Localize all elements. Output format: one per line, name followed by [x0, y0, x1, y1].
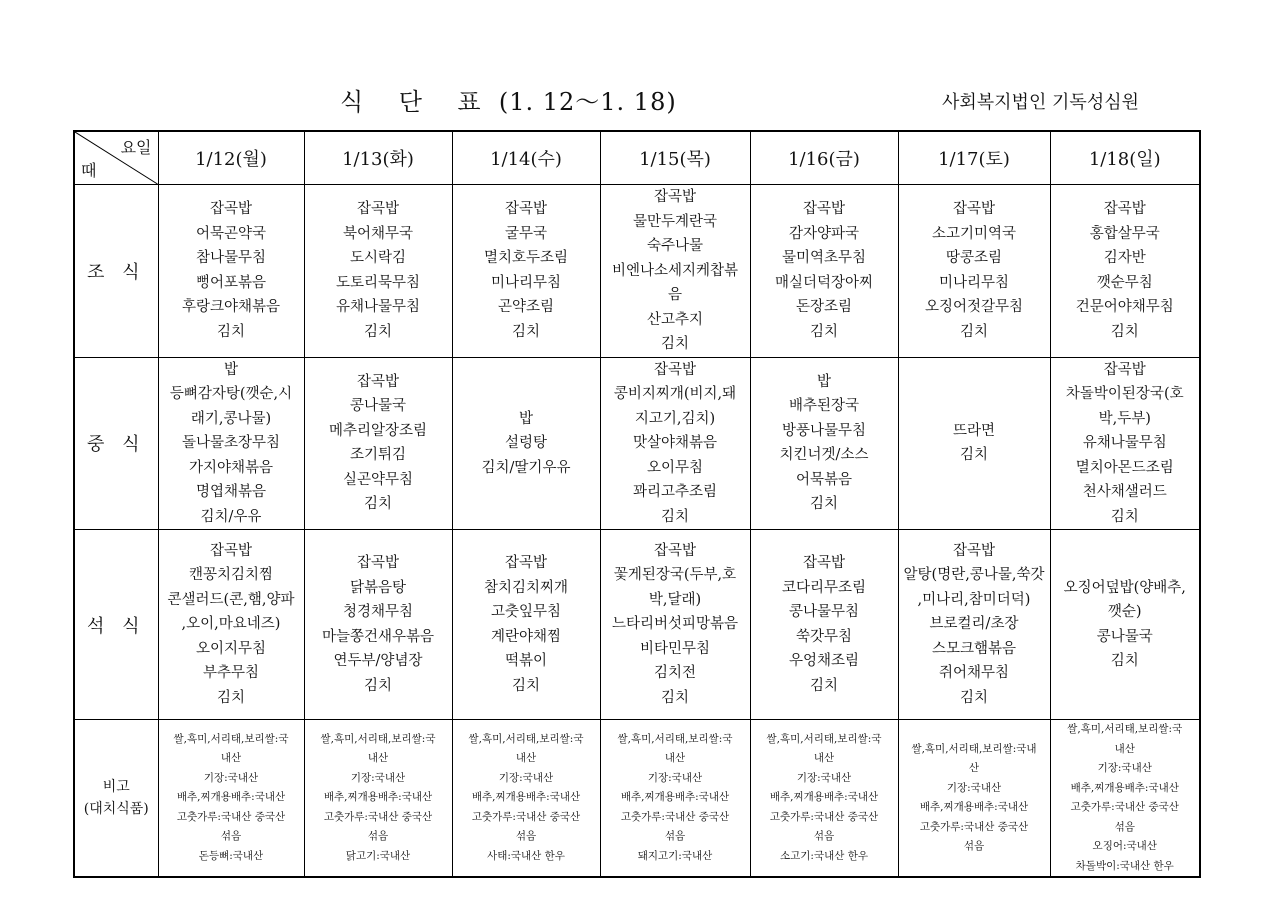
menu-item: 돌나물초장무침 — [181, 435, 281, 451]
menu-item: 잡곡밥 — [653, 542, 697, 559]
menu-item: 잡곡밥 — [952, 542, 996, 559]
origin-note: 쌀,흑미,서리태,보리쌀:국 — [617, 732, 733, 745]
menu-item: 잡곡밥 — [653, 361, 697, 378]
origin-note: 기장:국내산 — [203, 771, 259, 784]
dinner-row — [74, 530, 1200, 720]
menu-item: 부추무침 — [202, 665, 260, 682]
origin-note: 내산 — [220, 752, 242, 765]
origin-note: 섞음 — [1114, 820, 1135, 833]
menu-cell — [600, 530, 750, 720]
menu-item: 잡곡밥 — [653, 189, 697, 205]
menu-item: 김치 — [511, 677, 540, 694]
menu-item: 잡곡밥 — [1103, 361, 1146, 378]
menu-item: 콩나물국 — [1096, 628, 1153, 645]
menu-cell — [452, 185, 600, 358]
menu-item: 음 — [667, 287, 682, 303]
menu-item: 콩비지찌개(비지,돼 — [613, 386, 737, 402]
menu-item: 래기,콩나물) — [190, 410, 272, 427]
menu-cell — [750, 357, 898, 530]
menu-item: 건문어야채무침 — [1075, 299, 1174, 316]
origin-note: 내산 — [1114, 742, 1135, 755]
menu-item: 김치 — [216, 689, 245, 706]
menu-item: 쥐어채무침 — [938, 665, 1010, 682]
notes-label — [74, 720, 158, 878]
menu-item: 깻순무침 — [1096, 274, 1153, 291]
menu-item: 밥 — [518, 410, 533, 427]
origin-note: 기장:국내산 — [946, 781, 1002, 794]
menu-item: 잡곡밥 — [356, 373, 400, 390]
menu-item: 등뼈감자탕(깻순,시 — [169, 386, 293, 402]
menu-item: 잡곡밥 — [504, 555, 548, 571]
corner-time-label: 때 — [81, 161, 97, 180]
menu-item: 밥 — [223, 361, 238, 378]
menu-item: 굴무국 — [504, 225, 548, 242]
menu-item: 비타민무침 — [639, 640, 711, 657]
origin-note: 고춧가루:국내산 중국산 — [769, 810, 879, 823]
menu-item: 치킨너겟/소스 — [779, 447, 869, 464]
origin-note: 섞음 — [813, 830, 835, 843]
menu-item: 뜨라면 — [952, 422, 996, 439]
page-title: 식 단 표 (1. 12～1. 18) — [340, 88, 677, 116]
menu-item: 맛살야채볶음 — [632, 435, 718, 451]
menu-item: 알탕(명란,콩나물,쑥갓 — [903, 567, 1045, 584]
menu-item: 오이지무침 — [195, 640, 267, 657]
menu-item: 김치 — [959, 447, 988, 464]
menu-item: 떡볶이 — [504, 653, 548, 669]
menu-item: 마늘쫑건새우볶음 — [321, 628, 435, 645]
menu-cell — [304, 357, 452, 530]
meal-label-dinner: 석 식 — [74, 530, 158, 720]
menu-item: 오징어덮밥(양배추, — [1063, 579, 1186, 596]
notes-cell — [898, 720, 1050, 878]
notes-cell — [304, 720, 452, 878]
menu-cell — [750, 530, 898, 720]
origin-note: 쌀,흑미,서리태,보리쌀:국 — [320, 732, 436, 745]
menu-item: 조기튀김 — [349, 447, 407, 464]
menu-item: 곤약조림 — [497, 299, 555, 316]
day-header: 1/15(목) — [600, 131, 750, 185]
menu-item: 홍합살무국 — [1089, 225, 1160, 242]
menu-item: 북어채무국 — [342, 225, 414, 242]
menu-item: 멸치호두조림 — [483, 250, 569, 267]
origin-note: 쌀,흑미,서리태,보리쌀:국내 — [911, 742, 1037, 755]
menu-item: 차돌박이된장국(호 — [1065, 386, 1184, 402]
origin-note: 기장:국내산 — [647, 771, 703, 784]
origin-note: 사태:국내산 한우 — [487, 849, 565, 862]
day-header: 1/17(토) — [898, 131, 1050, 185]
origin-note: 배추,찌개용배추:국내산 — [323, 791, 433, 804]
menu-item: 잡곡밥 — [802, 201, 846, 218]
menu-item: 김치 — [1110, 323, 1139, 340]
origin-note: 쌀,흑미,서리태,보리쌀:국 — [766, 732, 882, 745]
header-row — [74, 131, 1200, 185]
menu-item: 뻥어포볶음 — [195, 274, 267, 291]
menu-item: 김치 — [363, 677, 392, 694]
day-header: 1/13(화) — [304, 131, 452, 185]
menu-item: 김치 — [363, 496, 392, 513]
menu-item: 도토리묵무침 — [335, 274, 421, 291]
origin-note: 내산 — [664, 752, 686, 765]
menu-item: 참치김치찌개 — [483, 579, 569, 596]
day-header: 1/16(금) — [750, 131, 898, 185]
menu-item: 김자반 — [1103, 250, 1146, 267]
menu-cell — [1050, 357, 1200, 530]
menu-item: 비엔나소세지케찹볶 — [611, 262, 739, 279]
menu-item: 땅콩조림 — [945, 250, 1003, 267]
menu-item: 오이무침 — [646, 459, 704, 476]
menu-item: 캔꽁치김치찜 — [188, 567, 274, 584]
menu-item: 멸치아몬드조림 — [1075, 459, 1174, 476]
menu-item: 잡곡밥 — [209, 201, 253, 218]
menu-cell — [1050, 185, 1200, 358]
menu-item: 어묵곤약국 — [195, 225, 267, 242]
menu-item: 참나물무침 — [195, 250, 267, 267]
origin-note: 배추,찌개용배추:국내산 — [620, 791, 730, 804]
menu-item: 연두부/양념장 — [333, 653, 423, 669]
menu-item: 물미역초무침 — [781, 250, 867, 267]
menu-item: 김치 — [660, 689, 689, 706]
menu-item: 명엽채볶음 — [195, 484, 267, 500]
menu-item: 잡곡밥 — [356, 555, 400, 571]
notes-cell — [158, 720, 304, 878]
notes-cell — [750, 720, 898, 878]
menu-item: 배추된장국 — [788, 398, 860, 415]
origin-note: 산 — [968, 762, 980, 774]
menu-item: 미나리무침 — [938, 274, 1010, 291]
menu-item: 산고추지 — [646, 311, 704, 328]
menu-item: 잡곡밥 — [504, 201, 548, 218]
menu-item: 잡곡밥 — [802, 555, 846, 571]
menu-table — [73, 130, 1201, 878]
notes-label-line: (대치식품) — [83, 801, 149, 817]
origin-note: 섞음 — [664, 830, 686, 843]
menu-item: 김치 — [959, 689, 988, 706]
menu-item: 오징어젓갈무침 — [924, 299, 1024, 316]
menu-cell — [600, 185, 750, 358]
menu-cell — [898, 185, 1050, 358]
origin-note: 배추,찌개용배추:국내산 — [1070, 781, 1179, 794]
menu-item: 잡곡밥 — [209, 542, 253, 559]
menu-item: 쑥갓무침 — [795, 628, 853, 645]
menu-item: ,오이,마요네즈) — [181, 616, 281, 633]
origin-note: 소고기:국내산 한우 — [779, 849, 869, 862]
menu-cell — [452, 530, 600, 720]
menu-item: 고춧잎무침 — [490, 604, 562, 620]
origin-note: 기장:국내산 — [796, 771, 852, 784]
menu-item: 물만두계란국 — [632, 213, 718, 230]
menu-item: 박,달래) — [648, 591, 702, 608]
menu-cell — [1050, 530, 1200, 720]
menu-item: 김치 — [216, 323, 245, 340]
origin-note: 배추,찌개용배추:국내산 — [471, 791, 581, 804]
menu-item: 청경채무침 — [342, 604, 414, 620]
corner-day-label: 요일 — [120, 138, 152, 157]
menu-item: 감자양파국 — [788, 225, 860, 242]
organization-name: 사회복지법인 기독성심원 — [942, 92, 1139, 113]
origin-note: 고춧가루:국내산 중국산 — [919, 820, 1029, 833]
menu-item: 김치 — [809, 323, 838, 340]
origin-note: 고춧가루:국내산 중국산 — [1070, 801, 1179, 813]
origin-note: 고춧가루:국내산 중국산 — [323, 810, 433, 823]
origin-note: 내산 — [515, 752, 537, 765]
menu-item: 김치전 — [653, 665, 697, 682]
menu-item: 도시락김 — [349, 250, 407, 267]
menu-item: 콩나물국 — [349, 398, 407, 415]
menu-item: 김치 — [511, 323, 540, 340]
menu-item: 돈장조림 — [795, 299, 853, 316]
menu-item: 매실더덕장아찌 — [774, 274, 874, 291]
origin-note: 기장:국내산 — [1097, 762, 1152, 774]
day-header: 1/12(월) — [158, 131, 304, 185]
origin-note: 배추,찌개용배추:국내산 — [919, 801, 1029, 813]
menu-cell — [600, 357, 750, 530]
menu-item: 메추리알장조림 — [328, 422, 428, 439]
meal-label-lunch: 중 식 — [74, 357, 158, 530]
menu-item: 김치 — [1110, 653, 1139, 669]
origin-note: 돼지고기:국내산 — [637, 849, 713, 862]
origin-note: 쌀,흑미,서리태,보리쌀:국 — [468, 732, 584, 745]
breakfast-row — [74, 185, 1200, 358]
menu-item: 김치 — [660, 336, 689, 352]
menu-item: 콘샐러드(콘,햄,양파 — [167, 591, 295, 608]
menu-item: 꽈리고추조림 — [632, 484, 718, 500]
origin-note: 기장:국내산 — [498, 771, 554, 784]
menu-item: 천사채샐러드 — [1082, 484, 1167, 500]
menu-item: 김치 — [363, 323, 392, 340]
menu-item: ,미나리,참미더덕) — [917, 591, 1031, 608]
origin-note: 쌀,흑미,서리태,보리쌀:국 — [1067, 723, 1183, 735]
menu-item: 미나리무침 — [490, 274, 562, 291]
menu-item: 소고기미역국 — [931, 225, 1017, 242]
menu-item: 꽃게된장국(두부,호 — [613, 567, 737, 584]
menu-cell — [304, 530, 452, 720]
origin-note: 고춧가루:국내산 중국산 — [471, 810, 581, 823]
menu-item: 후랑크야채볶음 — [181, 299, 281, 316]
origin-note: 섞음 — [220, 830, 242, 843]
menu-cell — [158, 357, 304, 530]
menu-item: 김치 — [809, 677, 838, 694]
day-header: 1/18(일) — [1050, 131, 1200, 185]
menu-item: 깻순) — [1107, 604, 1142, 620]
menu-item: 닭볶음탕 — [349, 579, 407, 596]
menu-item: 실곤약무침 — [342, 471, 414, 488]
menu-cell — [452, 357, 600, 530]
menu-item: 김치/딸기우유 — [481, 459, 571, 476]
menu-item: 우엉채조림 — [788, 653, 860, 669]
origin-note: 오징어:국내산 — [1092, 840, 1157, 852]
menu-item: 느타리버섯피망볶음 — [611, 616, 739, 633]
origin-note: 섞음 — [515, 830, 537, 843]
origin-note: 닭고기:국내산 — [345, 849, 411, 862]
notes-row — [74, 720, 1200, 878]
menu-item: 방풍나물무침 — [781, 422, 867, 439]
menu-cell — [750, 185, 898, 358]
day-header: 1/14(수) — [452, 131, 600, 185]
menu-cell — [898, 357, 1050, 530]
origin-note: 내산 — [813, 752, 835, 765]
origin-note: 돈등뼈:국내산 — [198, 849, 264, 862]
menu-item: 가지야채볶음 — [188, 459, 274, 476]
menu-item: 숙주나물 — [646, 238, 704, 254]
menu-item: 박,두부) — [1098, 410, 1151, 427]
menu-item: 코다리무조림 — [781, 579, 867, 596]
notes-cell — [600, 720, 750, 878]
menu-item: 콩나물무침 — [788, 604, 860, 620]
lunch-row — [74, 357, 1200, 530]
menu-cell — [158, 185, 304, 358]
origin-note: 기장:국내산 — [350, 771, 406, 784]
menu-item: 밥 — [816, 373, 831, 390]
menu-item: 브로컬리/초장 — [929, 616, 1019, 633]
menu-item: 지고기,김치) — [634, 410, 716, 427]
menu-item: 김치 — [959, 323, 988, 340]
menu-cell — [158, 530, 304, 720]
notes-label-line: 비고 — [102, 779, 130, 795]
notes-cell — [1050, 720, 1200, 878]
origin-note: 차돌박이:국내산 한우 — [1075, 859, 1174, 872]
menu-item: 잡곡밥 — [356, 201, 400, 218]
origin-note: 쌀,흑미,서리태,보리쌀:국 — [173, 732, 289, 745]
menu-item: 계란야채찜 — [490, 628, 562, 645]
meal-label-breakfast: 조 식 — [74, 185, 158, 358]
origin-note: 내산 — [367, 752, 389, 765]
origin-note: 섞음 — [367, 830, 389, 843]
menu-item: 스모크햄볶음 — [931, 640, 1017, 657]
menu-item: 유채나물무침 — [335, 299, 421, 316]
menu-item: 김치 — [660, 508, 689, 525]
origin-note: 배추,찌개용배추:국내산 — [769, 791, 879, 804]
origin-note: 배추,찌개용배추:국내산 — [176, 791, 286, 804]
menu-item: 유채나물무침 — [1082, 435, 1167, 451]
origin-note: 섞음 — [963, 840, 985, 852]
origin-note: 고춧가루:국내산 중국산 — [620, 810, 730, 823]
menu-item: 잡곡밥 — [952, 201, 996, 218]
menu-item: 잡곡밥 — [1103, 201, 1146, 218]
menu-item: 어묵볶음 — [795, 471, 853, 488]
notes-cell — [452, 720, 600, 878]
menu-item: 설렁탕 — [504, 435, 548, 451]
menu-item: 김치 — [1110, 508, 1139, 525]
menu-cell — [898, 530, 1050, 720]
origin-note: 고춧가루:국내산 중국산 — [176, 810, 286, 823]
menu-item: 김치 — [809, 496, 838, 513]
menu-item: 김치/우유 — [200, 508, 262, 525]
menu-cell — [304, 185, 452, 358]
corner-cell — [74, 131, 158, 185]
